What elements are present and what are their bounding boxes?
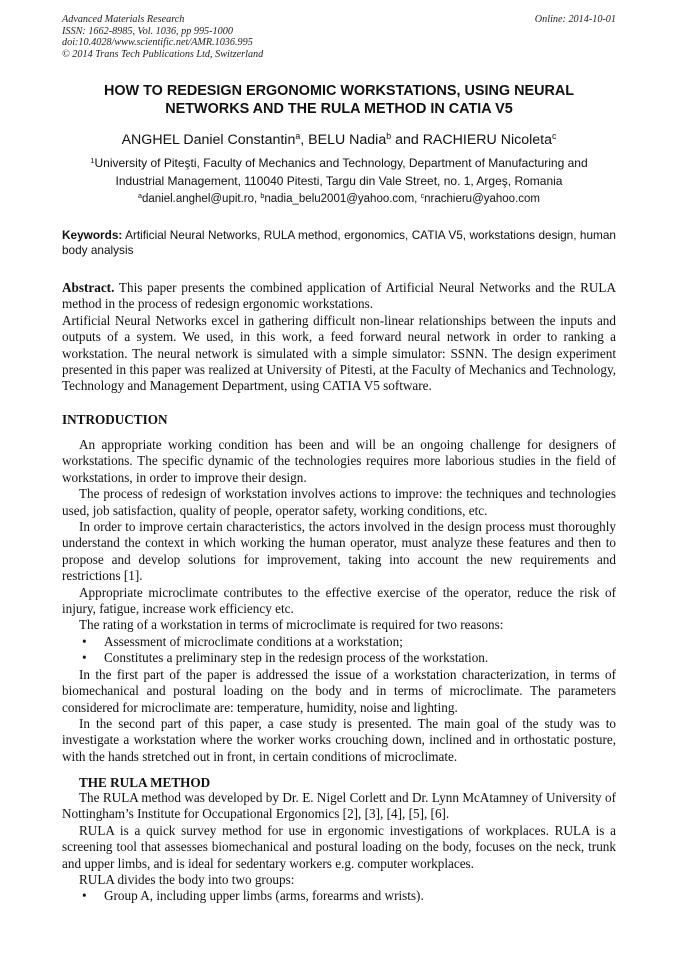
author-affil-mark: c xyxy=(551,131,557,142)
author-list xyxy=(62,131,616,150)
bullet-marker: • xyxy=(82,888,87,904)
list-item xyxy=(62,650,616,666)
author-affil-mark: a xyxy=(295,131,301,142)
section-heading-rula: THE RULA METHOD xyxy=(79,775,211,790)
title-line-2: NETWORKS AND THE RULA METHOD IN CATIA V5 xyxy=(165,101,513,117)
introduction-heading-block xyxy=(62,412,616,428)
body-paragraph: In the second part of this paper, a case study is presented. The main goal of the study was to investigate a workstation where the worker works crouching down, inclined and in orthostatic posture, with the hands stretched out in front, in certain conditions of microclimate. xyxy=(62,715,616,764)
rula-section xyxy=(62,790,616,905)
abstract-paragraph: This paper presents the combined application of Artificial Neural Networks and the RULA method in the process of redesign ergonomic workstations. xyxy=(62,280,616,312)
author-name: ANGHEL Daniel Constantin xyxy=(121,132,296,148)
affiliation-line-1: University of Piteşti, Faculty of Mechanics and Technology, Department of Manufacturing and xyxy=(94,156,588,170)
email-mark: c xyxy=(420,192,425,201)
list-item xyxy=(62,634,616,650)
body-paragraph: RULA divides the body into two groups: xyxy=(79,872,295,888)
author-separator: and xyxy=(391,132,423,148)
rula-heading-block xyxy=(62,775,616,791)
email-address[interactable]: daniel.anghel@upit.ro, xyxy=(141,193,261,205)
author-separator: , xyxy=(300,132,309,148)
abstract-section xyxy=(62,280,616,395)
body-paragraph: The RULA method was developed by Dr. E. Nigel Corlett and Dr. Lynn McAtamney of University of Nottingham’s Institute for Occupational Ergonomics [2], [3], [4], [5], [6]. xyxy=(62,790,616,822)
list-item-text: Assessment of microclimate conditions at a workstation; xyxy=(104,633,403,649)
keywords xyxy=(62,228,616,258)
affiliation-mark: 1 xyxy=(90,155,95,165)
keywords-label: Keywords: xyxy=(62,228,123,242)
author-name: BELU Nadia xyxy=(308,132,387,148)
list-item xyxy=(62,888,616,904)
body-paragraph: An appropriate working condition has been and will be an ongoing challenge for designers of workstations. The specific dynamic of the technologies requires more laborious studies in the field of workstations, in order to improve their design. xyxy=(62,437,616,485)
bullet-marker: • xyxy=(82,633,87,649)
email-mark: a xyxy=(137,192,142,201)
journal-copyright: © 2014 Trans Tech Publications Ltd, Switzerland xyxy=(62,48,264,60)
title-line-1: HOW TO REDESIGN ERGONOMIC WORKSTATIONS, USING NEURAL xyxy=(103,83,575,99)
body-paragraph: The rating of a workstation in terms of microclimate is required for two reasons: xyxy=(79,617,504,633)
list-item-text: Constitutes a preliminary step in the redesign process of the workstation. xyxy=(104,650,489,666)
bullet-marker: • xyxy=(82,650,87,666)
email-mark: b xyxy=(260,192,265,201)
section-heading-introduction: INTRODUCTION xyxy=(62,412,168,427)
author-emails xyxy=(62,192,616,208)
introduction-section xyxy=(62,437,616,765)
affiliation xyxy=(62,155,616,190)
email-address[interactable]: nrachieru@yahoo.com xyxy=(424,193,540,205)
online-date: Online: 2014-10-01 xyxy=(534,14,616,25)
paper-title xyxy=(62,82,616,118)
body-paragraph: In order to improve certain characteristics, the actors involved in the design process must thoroughly understand the context in which working the human operator, must analyze these features and then to propose and develop solutions for improvement, taking into account the new requirements and restrictions [1]. xyxy=(62,519,616,584)
author-affil-mark: b xyxy=(386,131,392,142)
abstract-label: Abstract. xyxy=(62,280,115,295)
keywords-text: Artificial Neural Networks, RULA method, ergonomics, CATIA V5, workstations design, human body analysis xyxy=(62,228,616,257)
body-paragraph: Appropriate microclimate contributes to the effective exercise of the operator, reduce the risk of injury, fatigue, increase work efficiency etc. xyxy=(62,584,616,617)
email-address[interactable]: nadia_belu2001@yahoo.com, xyxy=(264,193,421,205)
body-paragraph: The process of redesign of workstation involves actions to improve: the techniques and technologies used, job satisfaction, quality of people, operator safety, working conditions, etc. xyxy=(62,486,616,518)
list-item-text: Group A, including upper limbs (arms, forearms and wrists). xyxy=(104,888,424,904)
journal-name: Advanced Materials Research xyxy=(62,14,185,25)
affiliation-line-2: Industrial Management, 110040 Pitesti, Targu din Vale Street, no. 1, Argeş, Romania xyxy=(115,174,563,188)
journal-doi: doi:10.4028/www.scientific.net/AMR.1036.995 xyxy=(62,37,253,49)
body-paragraph: In the first part of the paper is addressed the issue of a workstation characterization, in terms of biomechanical and postural loading on the body and in terms of microclimate. The parameters considered for microclimate are: temperature, humidity, noise and lighting. xyxy=(62,666,616,715)
body-paragraph: RULA is a quick survey method for use in ergonomic investigations of workplaces. RULA is a screening tool that assesses biomechanical and postural loading on the body, focuses on the neck, trunk and upper limbs, and is ideal for sedentary workers e.g. computer workplaces. xyxy=(62,822,616,871)
abstract-paragraph: Artificial Neural Networks excel in gathering difficult non-linear relationships between the inputs and outputs of a system. We used, in this work, a feed forward neural network in order to ranking a workstation. The neural network is simulated with a simple simulator: SSNN. The design experiment presented in this paper was realized at University of Pitesti, at the Faculty of Mechanics and Technology, Technology and Management Department, using CATIA V5 software. xyxy=(62,312,616,394)
author-name: RACHIERU Nicoleta xyxy=(422,132,552,148)
journal-issn: ISSN: 1662-8985, Vol. 1036, pp 995-1000 xyxy=(62,25,233,37)
journal-header xyxy=(62,14,616,60)
